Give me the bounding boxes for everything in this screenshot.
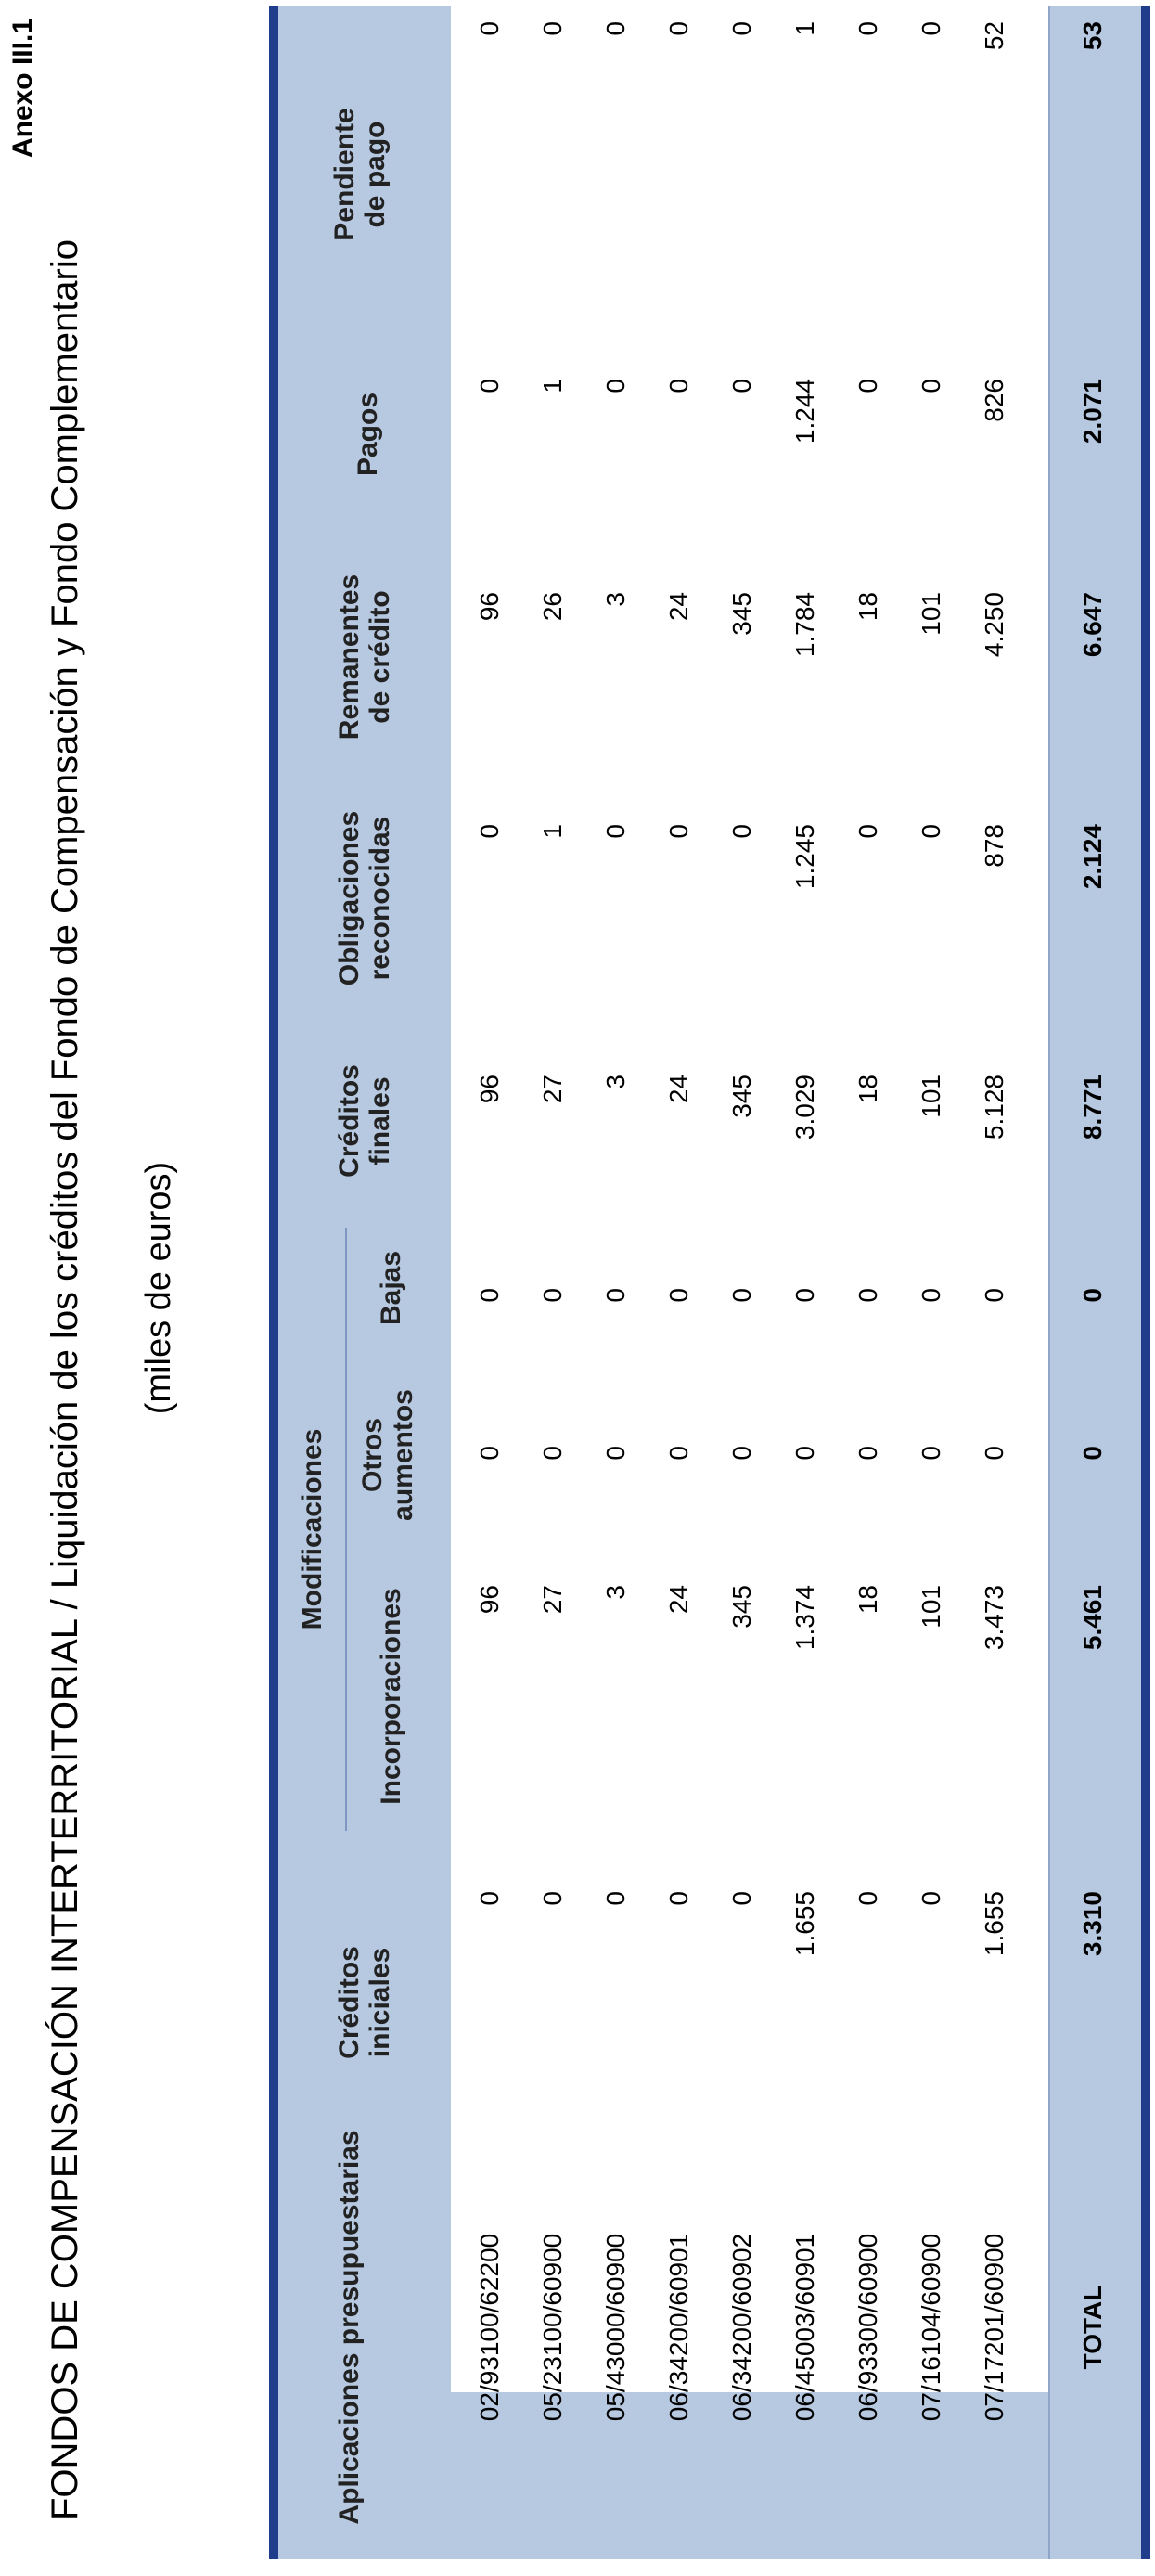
cell-inc: 3.473 [980,1585,1008,1651]
cell-inc: 345 [727,1585,756,1629]
cell-rem: 4.250 [980,592,1008,658]
cell-inc: 1.374 [790,1585,819,1651]
header-obligaciones-l2: reconocidas [365,816,395,981]
cell-rem: 3 [601,592,630,607]
cell-app: 06/34200/60901 [664,2233,693,2422]
cell-otr: 0 [790,1446,819,1461]
cell-otr: 0 [727,1446,756,1461]
header-pagos [353,332,383,536]
cell-pen: 0 [475,21,504,36]
cell-baj: 0 [538,1288,567,1303]
header-otros-aumentos [357,1353,418,1557]
cell-app: 07/16104/60900 [917,2233,945,2422]
header-creditos-iniciales [334,1891,395,2114]
cell-otr: 0 [980,1446,1008,1461]
header-creditos-iniciales-l2: iniciales [365,1947,395,2058]
header-otros-aumentos-l1: Otros [357,1418,388,1493]
cell-inc: 24 [664,1585,693,1615]
header-obligaciones [334,778,395,1019]
cell-app: 05/23100/60900 [538,2233,567,2422]
cell-obl: 1 [538,824,567,839]
cell-pag: 1.244 [790,379,819,444]
cell-ini: 0 [475,1891,504,1906]
cell-baj: 0 [980,1288,1008,1303]
total-cell-rem: 6.647 [1078,592,1107,658]
cell-pag: 0 [601,379,630,393]
cell-fin: 27 [538,1075,567,1104]
cell-inc: 96 [475,1585,504,1615]
cell-pag: 0 [664,379,693,393]
cell-pag: 0 [853,379,882,393]
total-cell-inc: 5.461 [1078,1585,1107,1651]
cell-otr: 0 [853,1446,882,1461]
header-obligaciones-l1: Obligaciones [334,810,365,986]
cell-pen: 1 [790,21,819,36]
cell-app: 05/43000/60900 [601,2233,630,2422]
annex-label: Anexo III.1 [7,19,38,159]
table-top-band [269,6,278,2559]
cell-pag: 1 [538,379,567,393]
header-pendiente [329,35,391,314]
cell-rem: 18 [853,592,882,622]
cell-baj: 0 [790,1288,819,1303]
cell-ini: 0 [917,1891,945,1906]
cell-baj: 0 [664,1288,693,1303]
header-otros-aumentos-l2: aumentos [388,1389,418,1521]
header-pagos-text: Pagos [353,392,383,477]
cell-fin: 96 [475,1075,504,1104]
cell-baj: 0 [727,1288,756,1303]
cell-ini: 0 [601,1891,630,1906]
header-incorporaciones-text: Incorporaciones [376,1588,406,1805]
cell-obl: 0 [853,824,882,839]
cell-inc: 18 [853,1585,882,1615]
header-remanentes-l2: de crédito [365,590,395,724]
cell-pen: 0 [917,21,945,36]
cell-ini: 0 [664,1891,693,1906]
header-remanentes-l1: Remanentes [334,573,365,741]
header-incorporaciones [376,1557,406,1835]
cell-pag: 826 [980,379,1008,422]
header-creditos-finales-l1: Créditos [334,1064,365,1178]
cell-baj: 0 [853,1288,882,1303]
cell-pag: 0 [917,379,945,393]
cell-inc: 27 [538,1585,567,1615]
cell-otr: 0 [664,1446,693,1461]
header-pendiente-l2: de pago [360,121,391,228]
cell-pag: 0 [475,379,504,393]
cell-baj: 0 [475,1288,504,1303]
cell-otr: 0 [917,1446,945,1461]
total-cell-baj: 0 [1078,1288,1107,1303]
cell-rem: 24 [664,592,693,622]
cell-obl: 1.245 [790,824,819,890]
cell-pen: 0 [538,21,567,36]
modificaciones-divider [345,1228,347,1831]
cell-ini: 1.655 [980,1891,1008,1957]
cell-pen: 0 [601,21,630,36]
cell-inc: 3 [601,1585,630,1600]
total-cell-pen: 53 [1078,21,1107,51]
total-cell-fin: 8.771 [1078,1075,1107,1140]
cell-fin: 101 [917,1075,945,1118]
total-cell-obl: 2.124 [1078,824,1107,890]
cell-rem: 96 [475,592,504,622]
cell-otr: 0 [475,1446,504,1461]
cell-ini: 0 [538,1891,567,1906]
header-creditos-iniciales-l1: Créditos [334,1946,365,2059]
cell-obl: 0 [727,824,756,839]
cell-app: 06/34200/60902 [727,2233,756,2422]
cell-rem: 101 [917,592,945,636]
header-modificaciones [297,1223,327,1835]
cell-obl: 0 [475,824,504,839]
cell-obl: 878 [980,824,1008,868]
cell-baj: 0 [917,1288,945,1303]
table-bottom-band [1141,6,1150,2559]
header-bajas-text: Bajas [376,1250,406,1326]
cell-baj: 0 [601,1288,630,1303]
cell-rem: 345 [727,592,756,636]
cell-obl: 0 [664,824,693,839]
cell-pen: 0 [664,21,693,36]
cell-ini: 1.655 [790,1891,819,1957]
cell-rem: 26 [538,592,567,622]
header-remanentes [334,546,395,768]
header-aplicaciones [334,2114,365,2541]
cell-otr: 0 [601,1446,630,1461]
cell-inc: 101 [917,1585,945,1629]
cell-pag: 0 [727,379,756,393]
cell-rem: 1.784 [790,592,819,658]
cell-fin: 24 [664,1075,693,1104]
cell-ini: 0 [853,1891,882,1906]
cell-fin: 5.128 [980,1075,1008,1140]
page-title: FONDOS DE COMPENSACIÓN INTERTERRITORIAL / Liquidación de los créditos del Fondo de Compensación y Fondo Complementario [45,238,85,2520]
cell-app: 06/45003/60901 [790,2233,819,2422]
cell-app: 07/17201/60900 [980,2233,1008,2422]
header-aplicaciones-text: Aplicaciones presupuestarias [334,2130,365,2525]
cell-obl: 0 [917,824,945,839]
total-cell-pag: 2.071 [1078,379,1107,444]
cell-pen: 0 [727,21,756,36]
header-modificaciones-text: Modificaciones [297,1428,327,1630]
header-bajas [376,1223,406,1353]
cell-fin: 3.029 [790,1075,819,1140]
total-cell-app: TOTAL [1078,2285,1107,2370]
page-subtitle: (miles de euros) [139,1161,178,1415]
cell-pen: 0 [853,21,882,36]
header-creditos-finales [334,1019,395,1223]
cell-app: 02/93100/62200 [475,2233,504,2422]
cell-fin: 3 [601,1075,630,1089]
cell-pen: 52 [980,21,1008,51]
total-cell-otr: 0 [1078,1446,1107,1461]
cell-fin: 18 [853,1075,882,1104]
cell-ini: 0 [727,1891,756,1906]
liquidation-table [269,6,1150,2559]
cell-app: 06/93300/60900 [853,2233,882,2422]
cell-obl: 0 [601,824,630,839]
total-cell-ini: 3.310 [1078,1891,1107,1957]
first-column-background [278,2392,1141,2559]
header-creditos-finales-l2: finales [365,1076,395,1166]
cell-fin: 345 [727,1075,756,1118]
header-pendiente-l1: Pendiente [329,108,360,241]
cell-otr: 0 [538,1446,567,1461]
